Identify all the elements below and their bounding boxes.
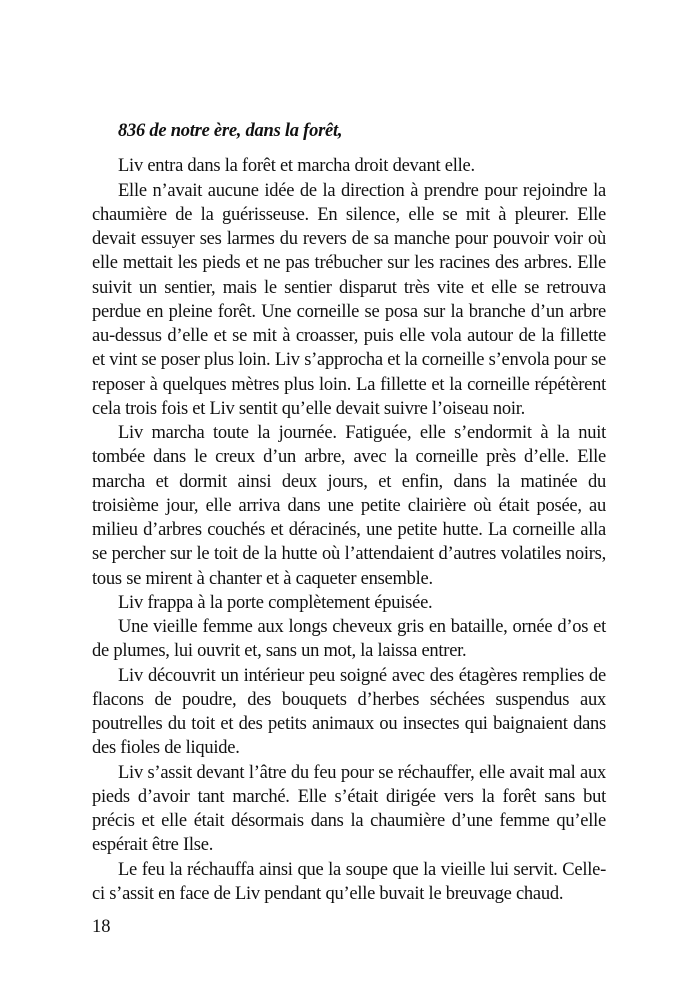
page-number: 18 bbox=[92, 917, 111, 937]
paragraph: Elle n’avait aucune idée de la direction à prendre pour rejoindre la chaumière de la guérisseuse. En silence, elle se mit à pleurer. Elle devait essuyer ses larmes du revers de sa manche pour pouvoir voir où elle mettait les pieds et ne pas trébucher sur les racines des arbres. Elle suivit un sentier, mais le sentier disparut très vite et elle se retrouva perdue en pleine forêt. Une corneille se posa sur la branche d’un arbre au-dessus d’elle et se mit à croasser, puis elle vola autour de la fillette et vint se poser plus loin. Liv s’approcha et la corneille s’envola pour se reposer à quelques mètres plus loin. La fillette et la corneille répétèrent cela trois fois et Liv sentit qu’elle devait suivre l’oiseau noir. bbox=[92, 180, 606, 419]
paragraph: Liv frappa à la porte complètement épuisée. bbox=[118, 592, 433, 613]
text-block bbox=[92, 119, 606, 906]
section-heading: 836 de notre ère, dans la forêt, bbox=[118, 121, 343, 141]
paragraph: Le feu la réchauffa ainsi que la soupe que la vieille lui servit. Celle-ci s’assit en face de Liv pendant qu’elle buvait le breuvage chaud. bbox=[92, 859, 606, 904]
paragraph: Une vieille femme aux longs cheveux gris en bataille, ornée d’os et de plumes, lui ouvrit et, sans un mot, la laissa entrer. bbox=[92, 617, 606, 662]
paragraph: Liv marcha toute la journée. Fatiguée, elle s’endormit à la nuit tombée dans le creux d’un arbre, avec la corneille près d’elle. Elle marcha et dormit ainsi deux jours, et enfin, dans la matinée du troisième jour, elle arriva dans une petite clairière où était posée, au milieu d’arbres couchés et déracinés, une petite hutte. La corneille alla se percher sur le toit de la hutte où l’attendaient d’autres volatiles noirs, tous se mirent à chanter et à caqueter ensemble. bbox=[92, 423, 606, 589]
paragraph: Liv découvrit un intérieur peu soigné avec des étagères remplies de flacons de poudre, des bouquets d’herbes séchées suspendus aux poutrelles du toit et des petits animaux ou insectes qui baignaient dans des fioles de liquide. bbox=[92, 665, 606, 759]
paragraph: Liv s’assit devant l’âtre du feu pour se réchauffer, elle avait mal aux pieds d’avoir tant marché. Elle s’était dirigée vers la forêt sans but précis et elle était désormais dans la chaumière d’une femme qu’elle espérait être Ilse. bbox=[92, 762, 606, 856]
paragraph: Liv entra dans la forêt et marcha droit devant elle. bbox=[118, 156, 475, 177]
